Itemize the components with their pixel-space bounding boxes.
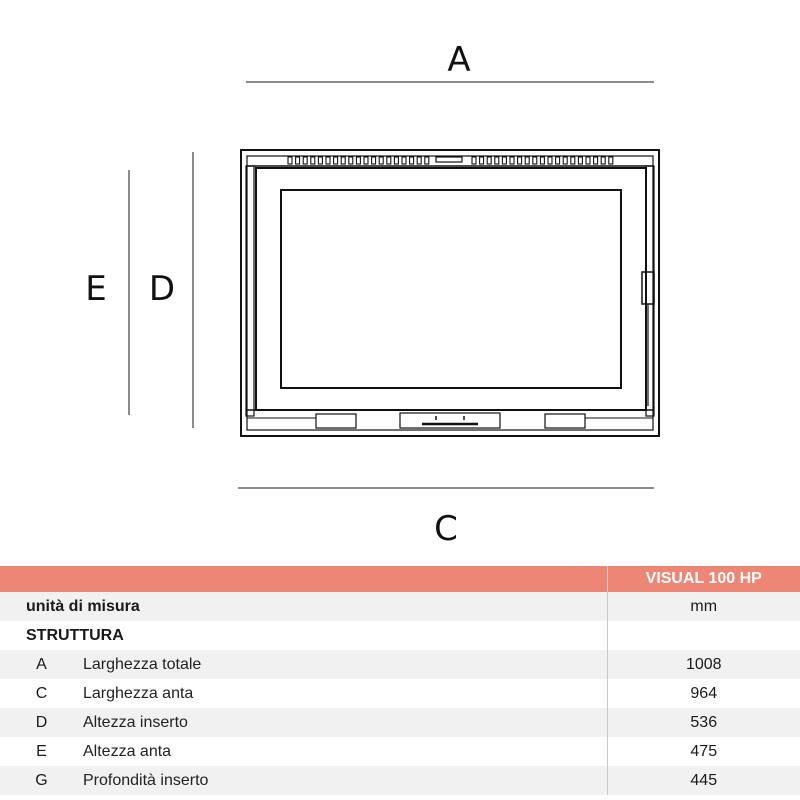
vent-slot bbox=[533, 157, 537, 164]
row-key: C bbox=[35, 684, 48, 702]
section-row bbox=[0, 621, 800, 650]
vent-slot bbox=[510, 157, 514, 164]
vent-slot bbox=[472, 157, 476, 164]
vent-slot bbox=[548, 157, 552, 164]
row-key: D bbox=[0, 708, 83, 737]
vent-slot bbox=[364, 157, 368, 164]
table-header-row bbox=[0, 566, 800, 592]
table-header-spacer bbox=[0, 566, 607, 592]
vent-slot bbox=[349, 157, 353, 164]
vent-slot bbox=[387, 157, 391, 164]
vent-slot bbox=[495, 157, 499, 164]
row-label: Larghezza totale bbox=[83, 650, 607, 679]
vent-slot bbox=[540, 157, 544, 164]
vent-slot bbox=[563, 157, 567, 164]
dimension-label-c: C bbox=[434, 509, 458, 549]
unit-label: unità di misura bbox=[0, 592, 607, 621]
vent-slot bbox=[318, 157, 322, 164]
table-row bbox=[0, 679, 800, 708]
glass-panel bbox=[281, 190, 621, 388]
vent-slot bbox=[502, 157, 506, 164]
model-name: VISUAL 100 HP bbox=[607, 566, 800, 592]
vent-slot bbox=[341, 157, 345, 164]
row-key: A bbox=[0, 650, 83, 679]
vent-slot bbox=[417, 157, 421, 164]
unit-value: mm bbox=[607, 592, 800, 621]
vent-slot bbox=[425, 157, 429, 164]
row-key: G bbox=[0, 766, 83, 795]
vent-slot bbox=[586, 157, 590, 164]
row-value: 536 bbox=[607, 708, 800, 737]
row-label: Larghezza anta bbox=[83, 684, 194, 702]
vent-slot bbox=[288, 157, 292, 164]
section-label: STRUTTURA bbox=[26, 626, 124, 644]
row-key: E bbox=[36, 742, 47, 760]
fireplace-insert bbox=[241, 150, 659, 436]
vent-slot bbox=[326, 157, 330, 164]
dimension-label-a: A bbox=[447, 40, 471, 80]
vent-slot bbox=[334, 157, 338, 164]
dimension-label-d: D bbox=[148, 269, 176, 309]
section-value-empty bbox=[607, 621, 800, 650]
vent-slot bbox=[372, 157, 376, 164]
top-vent-grille bbox=[288, 157, 613, 164]
spec-table bbox=[0, 566, 800, 795]
vent-slot bbox=[487, 157, 491, 164]
vent-center-bar bbox=[436, 157, 462, 162]
row-label: Altezza anta bbox=[83, 742, 172, 760]
vent-slot bbox=[571, 157, 575, 164]
row-value: 1008 bbox=[607, 650, 800, 679]
vent-slot bbox=[379, 157, 383, 164]
dimension-label-e: E bbox=[85, 269, 107, 309]
row-label: Profondità inserto bbox=[83, 766, 607, 795]
vent-slot bbox=[594, 157, 598, 164]
row-label: Altezza inserto bbox=[83, 708, 607, 737]
vent-slot bbox=[525, 157, 529, 164]
vent-slot bbox=[402, 157, 406, 164]
vent-slot bbox=[556, 157, 560, 164]
door-frame bbox=[256, 168, 646, 410]
vent-slot bbox=[601, 157, 605, 164]
vent-slot bbox=[296, 157, 300, 164]
row-value: 964 bbox=[607, 679, 800, 708]
table-row bbox=[0, 737, 800, 766]
vent-slot bbox=[394, 157, 398, 164]
vent-slot bbox=[609, 157, 613, 164]
vent-slot bbox=[578, 157, 582, 164]
vent-slot bbox=[480, 157, 484, 164]
table-row bbox=[0, 708, 800, 737]
unit-row bbox=[0, 592, 800, 621]
vent-slot bbox=[518, 157, 522, 164]
table-row bbox=[0, 766, 800, 795]
vent-slot bbox=[356, 157, 360, 164]
vent-slot bbox=[410, 157, 414, 164]
row-value: 445 bbox=[607, 766, 800, 795]
vent-slot bbox=[311, 157, 315, 164]
vent-slot bbox=[303, 157, 307, 164]
row-value: 475 bbox=[607, 737, 800, 766]
table-row bbox=[0, 650, 800, 679]
